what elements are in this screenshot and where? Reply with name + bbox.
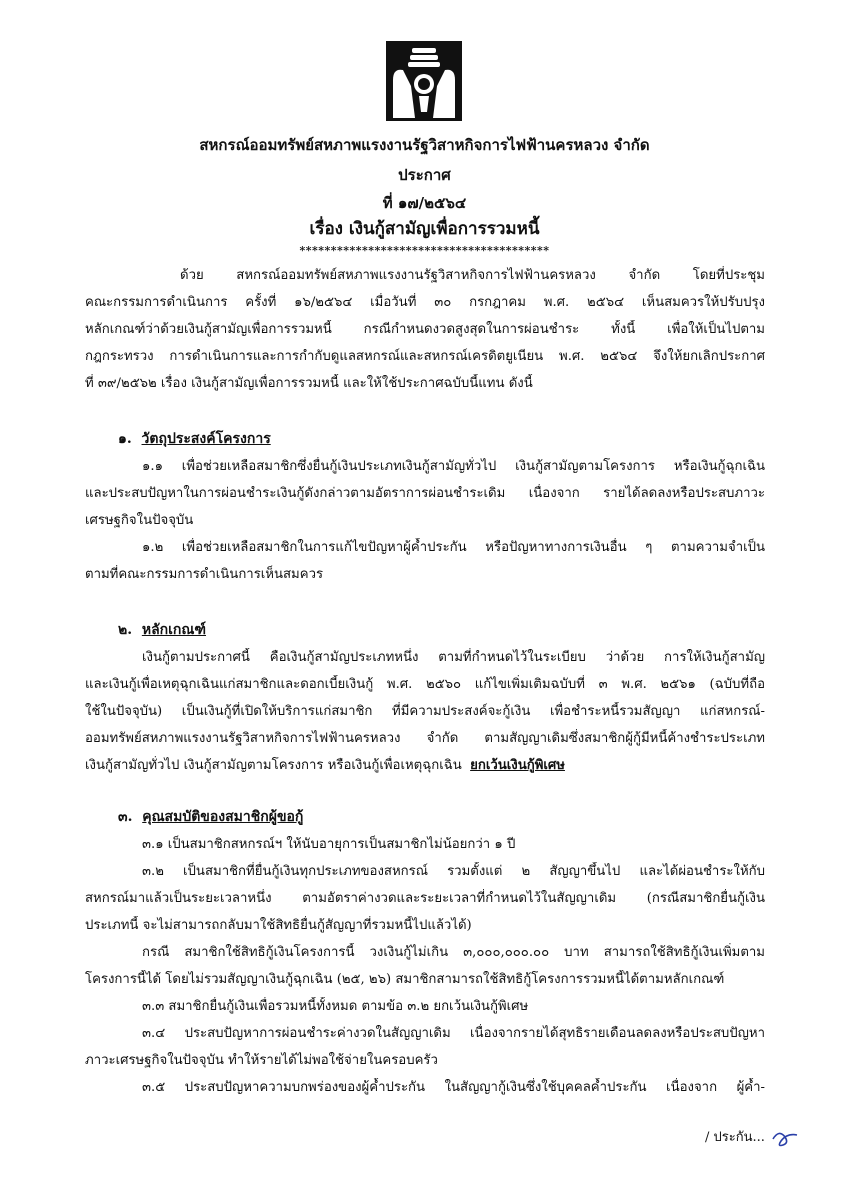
paragraph-line: ออมทรัพย์สหภาพแรงงานรัฐวิสาหกิจการไฟฟ้านครหลวง จำกัด ตามสัญญาเดิมซึ่งสมาชิกผู้กู้มีหนี้ค้างชำระประเภท bbox=[85, 731, 765, 746]
intro-line: ด้วย สหกรณ์ออมทรัพย์สหภาพแรงงานรัฐวิสาหกิจการไฟฟ้านครหลวง จำกัด โดยที่ประชุม bbox=[180, 268, 765, 283]
organization-name: สหกรณ์ออมทรัพย์สหภาพแรงงานรัฐวิสาหกิจการไฟฟ้านครหลวง จำกัด bbox=[199, 136, 650, 154]
paragraph-line: ๓.๓ สมาชิกยื่นกู้เงินเพื่อรวมหนี้ทั้งหมด ตามข้อ ๓.๒ ยกเว้นเงินกู้พิเศษ bbox=[142, 999, 529, 1014]
paragraph-line: ๓.๔ ประสบปัญหาการผ่อนชำระค่างวดในสัญญาเดิม เนื่องจากรายได้สุทธิรายเดือนลดลงหรือประสบปัญหา bbox=[142, 1026, 765, 1041]
paragraph-line: ประเภทนี้ จะไม่สามารถกลับมาใช้สิทธิยื่นกู้สัญญาที่รวมหนี้ไปแล้วได้) bbox=[85, 918, 472, 933]
separator: **************************************** bbox=[299, 244, 550, 257]
paragraph-line: ๑.๑ เพื่อช่วยเหลือสมาชิกซึ่งยื่นกู้เงินประเภทเงินกู้สามัญทั่วไป เงินกู้สามัญตามโครงการ หรือเงินกู้ฉุกเฉิน bbox=[142, 459, 765, 474]
paragraph-line: สหกรณ์มาแล้วเป็นระยะเวลาหนึ่ง ตามอัตราค่างวดและระยะเวลาที่กำหนดไว้ในสัญญาเดิม (กรณีสมาชิกยื่นกู้เงิน bbox=[85, 891, 765, 906]
continuation-text: / ประกัน... bbox=[705, 1130, 765, 1145]
emphasis-text: ยกเว้นเงินกู้พิเศษ bbox=[470, 758, 565, 773]
paragraph-line: ๑.๒ เพื่อช่วยเหลือสมาชิกในการแก้ไขปัญหาผู้ค้ำประกัน หรือปัญหาทางการเงินอื่น ๆ ตามความจำเป็น bbox=[142, 540, 765, 555]
paragraph-line: ตามที่คณะกรรมการดำเนินการเห็นสมควร bbox=[85, 567, 324, 582]
paragraph-line: เศรษฐกิจในปัจจุบัน bbox=[85, 513, 194, 528]
intro-line: คณะกรรมการดำเนินการ ครั้งที่ ๑๖/๒๕๖๔ เมื่อวันที่ ๓๐ กรกฎาคม พ.ศ. ๒๕๖๔ เห็นสมควรให้ปรับปรุง bbox=[85, 295, 765, 310]
announcement-subject: เรื่อง เงินกู้สามัญเพื่อการรวมหนี้ bbox=[309, 219, 540, 239]
paragraph-text: เงินกู้สามัญทั่วไป เงินกู้สามัญตามโครงการ หรือเงินกู้เพื่อเหตุฉุกเฉิน bbox=[85, 758, 462, 773]
announcement-label: ประกาศ bbox=[398, 166, 451, 184]
page-continuation bbox=[705, 1126, 799, 1149]
paragraph-line: และเงินกู้เพื่อเหตุฉุกเฉินแก่สมาชิกและดอกเบี้ยเงินกู้ พ.ศ. ๒๕๖๐ แก้ไขเพิ่มเติมฉบับที่ ๓ พ.ศ. ๒๕๖๑ (ฉบับที่ถือ bbox=[85, 677, 765, 692]
paragraph-line: เงินกู้ตามประกาศนี้ คือเงินกู้สามัญประเภทหนึ่ง ตามที่กำหนดไว้ในระเบียบ ว่าด้วย การให้เงินกู้สามัญ bbox=[142, 650, 765, 665]
intro-line: ที่ ๓๙/๒๕๖๒ เรื่อง เงินกู้สามัญเพื่อการรวมหนี้ และให้ใช้ประกาศฉบับนี้แทน ดังนี้ bbox=[85, 376, 533, 391]
announcement-number: ที่ ๑๗/๒๕๖๔ bbox=[382, 194, 467, 212]
paragraph-line: ใช้ในปัจจุบัน) เป็นเงินกู้ที่เปิดให้บริการแก่สมาชิก ที่มีความประสงค์จะกู้เงิน เพื่อชำระหนี้รวมสัญญา แก่สหกรณ์- bbox=[85, 704, 765, 719]
section-title: คุณสมบัติของสมาชิกผู้ขอกู้ bbox=[142, 809, 304, 825]
section-title: หลักเกณฑ์ bbox=[141, 622, 207, 638]
cooperative-emblem-icon bbox=[385, 40, 463, 122]
section-number: ๓. bbox=[118, 809, 133, 825]
section-heading bbox=[118, 619, 206, 641]
paragraph-line: ภาวะเศรษฐกิจในปัจจุบัน ทำให้รายได้ไม่พอใช้จ่ายในครอบครัว bbox=[85, 1053, 438, 1068]
section-heading bbox=[118, 806, 303, 828]
paragraph-line: ๓.๒ เป็นสมาชิกที่ยื่นกู้เงินทุกประเภทของสหกรณ์ รวมตั้งแต่ ๒ สัญญาขึ้นไป และได้ผ่อนชำระให้กับ bbox=[142, 864, 765, 879]
paragraph-line: ๓.๕ ประสบปัญหาความบกพร่องของผู้ค้ำประกัน ในสัญญากู้เงินซึ่งใช้บุคคลค้ำประกัน เนื่องจาก ผู้ค้ำ- bbox=[142, 1080, 765, 1095]
section-heading bbox=[118, 428, 271, 450]
paragraph-line: โครงการนี้ได้ โดยไม่รวมสัญญาเงินกู้ฉุกเฉิน (๒๕, ๒๖) สมาชิกสามารถใช้สิทธิกู้โครงการรวมหนี้ได้ตามหลักเกณฑ์ bbox=[85, 972, 725, 987]
paragraph-line: กรณี สมาชิกใช้สิทธิกู้เงินโครงการนี้ วงเงินกู้ไม่เกิน ๓,๐๐๐,๐๐๐.๐๐ บาท สามารถใช้สิทธิกู้เงินเพิ่มตาม bbox=[142, 945, 765, 960]
paragraph-line bbox=[85, 756, 765, 775]
intro-line: กฎกระทรวง การดำเนินการและการกำกับดูแลสหกรณ์และสหกรณ์เครดิตยูเนียน พ.ศ. ๒๕๖๔ จึงให้ยกเลิกประกาศ bbox=[85, 349, 765, 364]
section-number: ๒. bbox=[118, 622, 133, 638]
section-number: ๑. bbox=[118, 431, 132, 447]
intro-line: หลักเกณฑ์ว่าด้วยเงินกู้สามัญเพื่อการรวมหนี้ กรณีกำหนดงวดสูงสุดในการผ่อนชำระ ทั้งนี้ เพื่อให้เป็นไปตาม bbox=[85, 322, 765, 337]
section-title: วัตถุประสงค์โครงการ bbox=[141, 431, 271, 447]
paragraph-line: และประสบปัญหาในการผ่อนชำระเงินกู้ดังกล่าวตามอัตราการผ่อนชำระเดิม เนื่องจาก รายได้ลดลงหรือประสบภาวะ bbox=[85, 486, 765, 501]
handwritten-initial-icon bbox=[771, 1127, 799, 1149]
paragraph-line: ๓.๑ เป็นสมาชิกสหกรณ์ฯ ให้นับอายุการเป็นสมาชิกไม่น้อยกว่า ๑ ปี bbox=[142, 837, 516, 852]
